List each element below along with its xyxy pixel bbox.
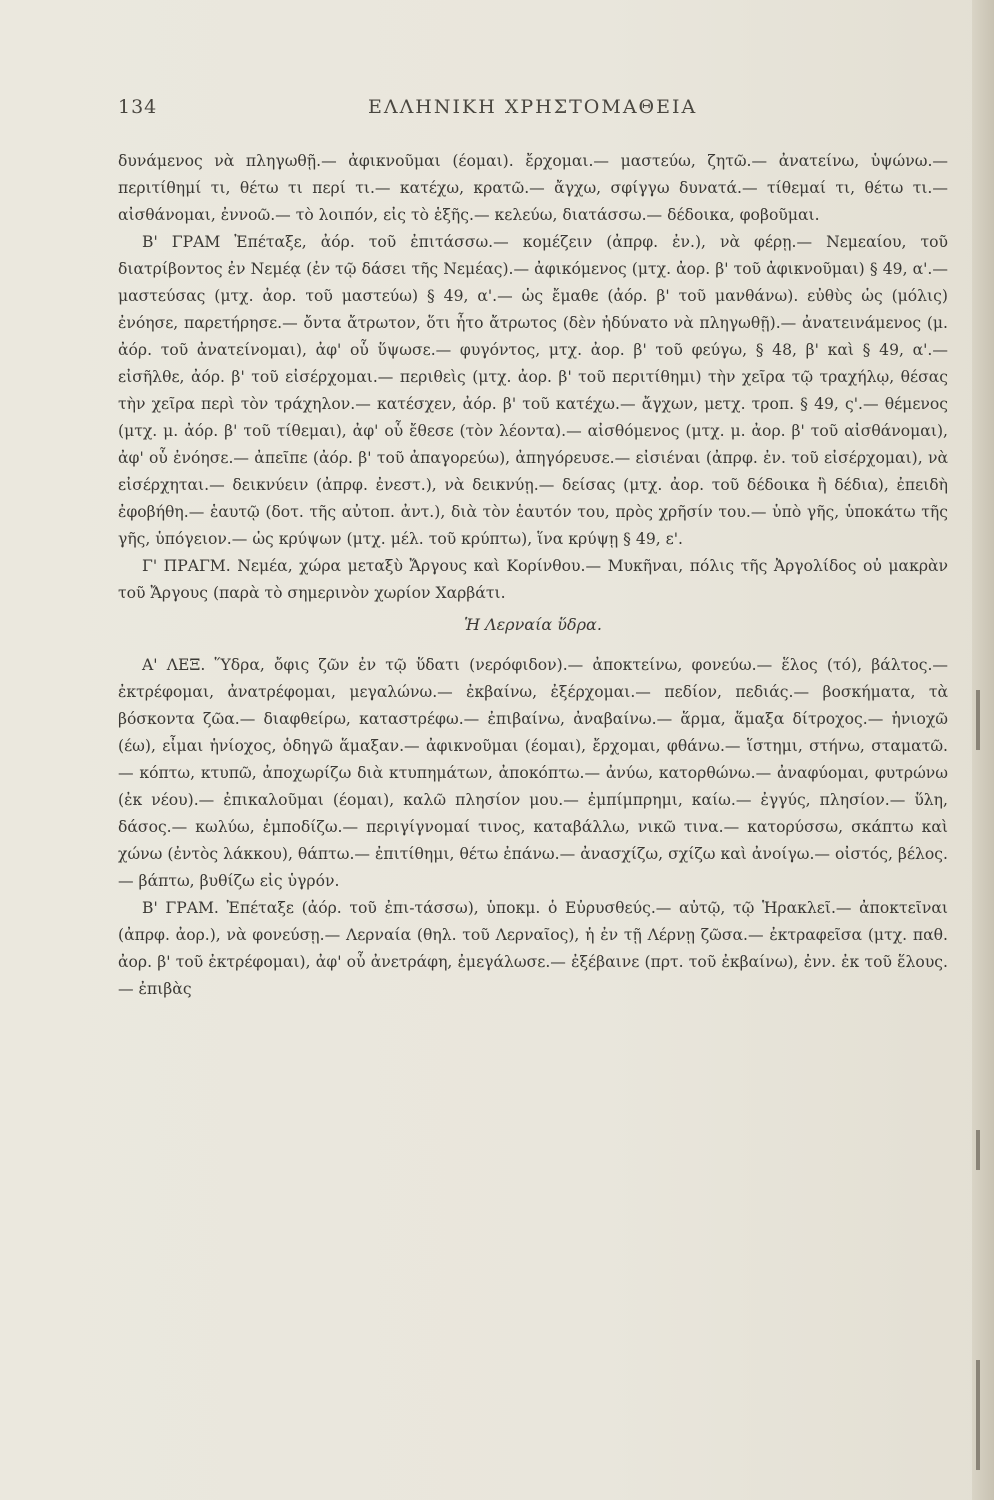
section-subtitle: Ἡ Λερναία ὕδρα. <box>464 615 602 634</box>
paragraph: δυνάμενος νὰ πληγωθῇ.— ἀφικνοῦμαι (έομαι). ἔρχομαι.— μαστεύω, ζητῶ.— ἀνατείνω, ὑψώνω.— περιτίθημί τι, θέτω τι περί τι.— κατέχω, κρατῶ.— ἄγχω, σφίγγω δυνατά.— τίθεμαί τι, θέτω τι.— αἰσθάνομαι, ἐννοῶ.— τὸ λοιπόν, εἰς τὸ ἑξῆς.— κελεύω, διατάσσω.— δέδοικα, φοβοῦμαι. <box>118 152 948 224</box>
paragraph: Β' ΓΡΑΜ. Ἐπέταξε (ἀόρ. τοῦ ἐπι-τάσσω), ὑποκμ. ὁ Εὐρυσθεύς.— αὐτῷ, τῷ Ἡρακλεῖ.— ἀποκτεῖναι (ἀπρφ. ἀορ.), νὰ φονεύσῃ.— Λερναία (θηλ. τοῦ Λερναῖος), ἡ ἐν τῇ Λέρνῃ ζῶσα.— ἐκτραφεῖσα (μτχ. παθ. ἀορ. β' τοῦ ἐκτρέφομαι), ἀφ' οὗ ἀνετράφη, ἐμεγάλωσε.— ἐξέβαινε (πρτ. τοῦ ἐκβαίνω), ἐνν. ἐκ τοῦ ἕλους.— ἐπιβὰς <box>118 899 948 998</box>
edge-mark <box>976 1130 980 1170</box>
running-title: ΕΛΛΗΝΙΚΗ ΧΡΗΣΤΟΜΑΘΕΙΑ <box>368 96 698 118</box>
edge-mark <box>976 690 980 750</box>
page-right-edge <box>972 0 994 1500</box>
edge-mark <box>976 1360 980 1470</box>
paragraph: Β' ΓΡΑΜ Ἐπέταξε, ἀόρ. τοῦ ἐπιτάσσω.— κομέζειν (ἀπρφ. ἐν.), νὰ φέρῃ.— Νεμεαίου, τοῦ διατρίβοντος ἐν Νεμέᾳ (ἐν τῷ δάσει τῆς Νεμέας).— ἀφικόμενος (μτχ. ἀορ. β' τοῦ ἀφικνοῦμαι) § 49, α'.— μαστεύσας (μτχ. ἀορ. τοῦ μαστεύω) § 49, α'.— ὡς ἔμαθε (ἀόρ. β' τοῦ μανθάνω). εὐθὺς ὡς (μόλις) ἐνόησε, παρετήρησε.— ὄντα ἄτρωτον, ὅτι ἦτο ἄτρωτος (δὲν ἠδύνατο νὰ πληγωθῇ).— ἀνατεινάμενος (μ. ἀόρ. τοῦ ἀνατείνομαι), ἀφ' οὗ ὕψωσε.— φυγόντος, μτχ. ἀορ. β' τοῦ φεύγω, § 48, β' καὶ § 49, α'.— εἰσῆλθε, ἀόρ. β' τοῦ εἰσέρχομαι.— περιθεὶς (μτχ. ἀορ. β' τοῦ περιτίθημι) τὴν χεῖρα τῷ τραχήλῳ, θέσας τὴν χεῖρα περὶ τὸν τράχηλον.— κατέσχεν, ἀόρ. β' τοῦ κατέχω.— ἄγχων, μετχ. τροπ. § 49, ς'.— θέμενος (μτχ. μ. ἀόρ. β' τοῦ τίθεμαι), ἀφ' οὗ ἔθεσε (τὸν λέοντα).— αἰσθόμενος (μτχ. μ. ἀορ. β' τοῦ αἰσθάνομαι), ἀφ' οὗ ἐνόησε.— ἀπεῖπε (ἀόρ. β' τοῦ ἀπαγορεύω), ἀπηγόρευσε.— εἰσιέναι (ἀπρφ. ἐν. τοῦ εἰσέρχομαι), νὰ εἰσέρχηται.— δεικνύειν (ἀπρφ. ἐνεστ.), νὰ δεικνύῃ.— δείσας (μτχ. ἀορ. τοῦ δέδοικα ἢ δέδια), ἐπειδὴ ἐφοβήθη.— ἑαυτῷ (δοτ. τῆς αὐτοπ. ἀντ.), διὰ τὸν ἑαυτόν του, πρὸς χρῆσίν του.— ὑπὸ γῆς, ὑποκάτω τῆς γῆς, ὑπόγειον.— ὡς κρύψων (μτχ. μέλ. τοῦ κρύπτω), ἵνα κρύψῃ § 49, ε'. <box>118 233 948 548</box>
page-header <box>118 96 958 122</box>
page-body <box>118 148 948 1003</box>
paragraph: Γ' ΠΡΑΓΜ. Νεμέα, χώρα μεταξὺ Ἄργους καὶ Κορίνθου.— Μυκῆναι, πόλις τῆς Ἀργολίδος οὐ μακρὰν τοῦ Ἄργους (παρὰ τὸ σημερινὸν χωρίον Χαρβάτι. <box>118 557 948 602</box>
paragraph: Α' ΛΕΞ. Ὕδρα, ὄφις ζῶν ἐν τῷ ὕδατι (νερόφιδον).— ἀποκτείνω, φονεύω.— ἕλος (τό), βάλτος.— ἐκτρέφομαι, ἀνατρέφομαι, μεγαλώνω.— ἐκβαίνω, ἐξέρχομαι.— πεδίον, πεδιάς.— βοσκήματα, τὰ βόσκοντα ζῶα.— διαφθείρω, καταστρέφω.— ἐπιβαίνω, ἀναβαίνω.— ἅρμα, ἅμαξα δίτροχος.— ἡνιοχῶ (έω), εἶμαι ἡνίοχος, ὁδηγῶ ἅμαξαν.— ἀφικνοῦμαι (έομαι), ἔρχομαι, φθάνω.— ἵστημι, στήνω, σταματῶ.— κόπτω, κτυπῶ, ἀποχωρίζω διὰ κτυπημάτων, ἀποκόπτω.— ἀνύω, κατορθώνω.— ἀναφύομαι, φυτρώνω (ἐκ νέου).— ἐπικαλοῦμαι (έομαι), καλῶ πλησίον μου.— ἐμπίμπρημι, καίω.— ἐγγύς, πλησίον.— ὕλη, δάσος.— κωλύω, ἐμποδίζω.— περιγίγνομαί τινος, καταβάλλω, νικῶ τινα.— κατορύσσω, σκάπτω καὶ χώνω (ἐντὸς λάκκου), θάπτω.— ἐπιτίθημι, θέτω ἐπάνω.— ἀνασχίζω, σχίζω καὶ ἀνοίγω.— οἰστός, βέλος.— βάπτω, βυθίζω εἰς ὑγρόν. <box>118 656 948 890</box>
page-number: 134 <box>118 96 158 118</box>
